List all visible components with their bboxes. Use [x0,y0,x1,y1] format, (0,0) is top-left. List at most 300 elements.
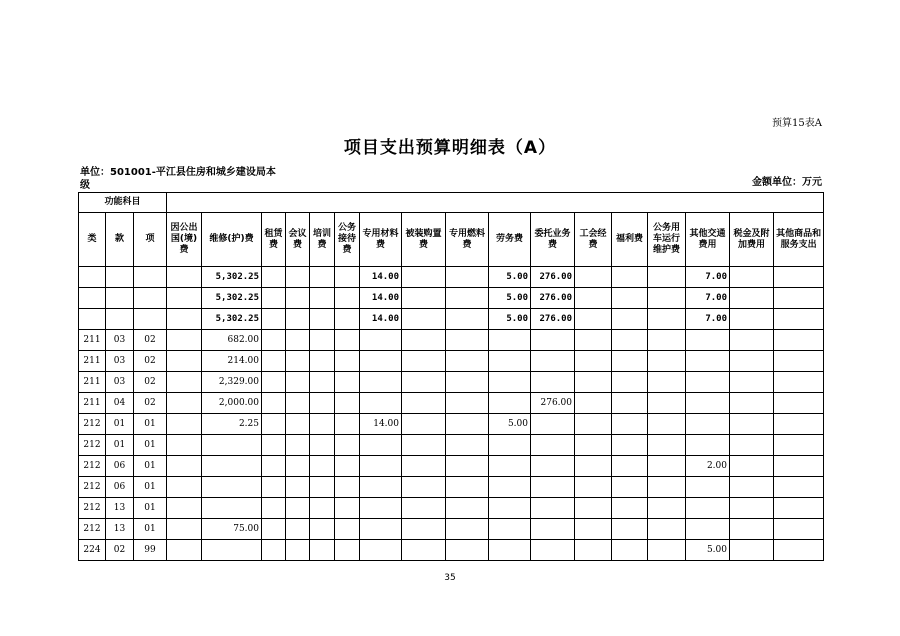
amount-cell [612,498,648,519]
amount-cell [774,540,824,561]
amount-cell [402,498,446,519]
code-cell: 03 [106,330,134,351]
amount-cell [531,330,575,351]
table-row [79,267,824,288]
table-row [79,330,824,351]
code-cell: 02 [134,351,167,372]
amount-cell [310,309,335,330]
amount-cell [335,393,360,414]
amount-cell [446,456,489,477]
amount-cell [531,519,575,540]
amount-cell [774,414,824,435]
amount-cell [360,519,402,540]
column-header: 款 [106,213,134,267]
amount-cell: 2.25 [202,414,262,435]
amount-cell [612,393,648,414]
column-header: 专用材料费 [360,213,402,267]
code-cell: 01 [134,414,167,435]
amount-cell [262,372,286,393]
amount-cell [167,393,202,414]
code-cell: 01 [134,498,167,519]
amount-cell [730,456,774,477]
amount-cell [310,477,335,498]
amount-cell [612,351,648,372]
column-header: 因公出国(境)费 [167,213,202,267]
amount-cell [402,519,446,540]
amount-cell [286,456,310,477]
code-cell: 03 [106,351,134,372]
amount-cell [730,309,774,330]
amount-cell [446,372,489,393]
amount-cell [262,456,286,477]
column-header: 税金及附加费用 [730,213,774,267]
amount-cell [612,288,648,309]
code-cell [134,309,167,330]
column-header: 会议费 [286,213,310,267]
amount-cell [310,330,335,351]
amount-cell [262,498,286,519]
amount-cell: 75.00 [202,519,262,540]
amount-cell [310,435,335,456]
amount-cell [489,330,531,351]
amount-cell [686,435,730,456]
amount-cell: 276.00 [531,288,575,309]
code-cell: 06 [106,477,134,498]
amount-cell [531,477,575,498]
amount-cell [575,498,612,519]
amount-cell: 2.00 [686,456,730,477]
code-cell: 211 [79,351,106,372]
amount-cell [446,498,489,519]
amount-cell [612,414,648,435]
page-title: 项目支出预算明细表（A） [343,138,557,158]
amount-cell [335,519,360,540]
amount-cell [648,372,686,393]
amount-cell [402,372,446,393]
amount-cell [310,414,335,435]
amount-cell [310,267,335,288]
code-cell: 211 [79,330,106,351]
amount-cell [335,372,360,393]
amount-cell [286,477,310,498]
amount-cell [575,477,612,498]
amount-cell: 7.00 [686,288,730,309]
amount-cell: 14.00 [360,267,402,288]
amount-cell [360,435,402,456]
amount-cell [446,267,489,288]
amount-cell [402,456,446,477]
amount-cell [167,414,202,435]
column-header: 公务用车运行维护费 [648,213,686,267]
amount-cell [575,351,612,372]
amount-cell [335,414,360,435]
amount-cell [286,330,310,351]
amount-cell [730,435,774,456]
amount-cell [167,519,202,540]
amount-cell [286,435,310,456]
amount-cell [648,435,686,456]
column-header: 劳务费 [489,213,531,267]
amount-cell [167,477,202,498]
amount-cell [489,393,531,414]
amount-cell [730,351,774,372]
amount-cell [648,477,686,498]
amount-cell [360,393,402,414]
column-header: 租赁费 [262,213,286,267]
amount-cell [774,477,824,498]
amount-cell: 5.00 [489,309,531,330]
amount-cell [310,351,335,372]
amount-cell [286,414,310,435]
code-cell [79,288,106,309]
code-cell [134,288,167,309]
amount-cell [446,288,489,309]
amount-cell [167,498,202,519]
amount-cell [489,351,531,372]
table-row [79,372,824,393]
code-cell: 04 [106,393,134,414]
amount-cell [167,540,202,561]
code-cell: 01 [106,435,134,456]
amount-cell [402,393,446,414]
amount-cell [402,435,446,456]
amount-cell [774,435,824,456]
table-row [79,393,824,414]
amount-cell [167,372,202,393]
table-row [79,351,824,372]
amount-cell [286,498,310,519]
amount-cell [262,309,286,330]
amount-cell [262,540,286,561]
amount-cell: 276.00 [531,393,575,414]
amount-cell [167,267,202,288]
amount-cell: 14.00 [360,288,402,309]
amount-cell [167,435,202,456]
column-header: 其他交通费用 [686,213,730,267]
amount-cell [686,330,730,351]
amount-cell [446,519,489,540]
code-cell: 03 [106,372,134,393]
amount-cell [686,498,730,519]
amount-cell [489,372,531,393]
form-code: 预算15表A [772,118,822,129]
code-cell [134,267,167,288]
table-row [79,540,824,561]
amount-cell [648,267,686,288]
amount-cell [202,435,262,456]
amount-cell [489,498,531,519]
amount-cell [774,498,824,519]
table-body [79,267,824,561]
amount-cell [286,519,310,540]
amount-cell: 14.00 [360,309,402,330]
budget-table [78,192,824,561]
amount-cell [360,351,402,372]
amount-cell: 5,302.25 [202,288,262,309]
amount-cell [774,267,824,288]
amount-cell [202,498,262,519]
amount-cell [531,435,575,456]
amount-cell: 2,000.00 [202,393,262,414]
column-header: 委托业务费 [531,213,575,267]
amount-cell [335,330,360,351]
code-cell: 02 [134,330,167,351]
amount-cell [446,393,489,414]
amount-cell [612,540,648,561]
code-cell: 99 [134,540,167,561]
code-cell: 01 [134,435,167,456]
table-row [79,435,824,456]
code-cell: 02 [134,393,167,414]
code-cell [106,309,134,330]
amount-cell [489,477,531,498]
amount-cell [648,393,686,414]
amount-cell [310,519,335,540]
amount-cell: 5,302.25 [202,309,262,330]
code-cell: 02 [134,372,167,393]
amount-cell [489,540,531,561]
amount-cell [648,456,686,477]
amount-cell [310,456,335,477]
amount-cell [774,351,824,372]
amount-cell [612,330,648,351]
table-row [79,309,824,330]
amount-cell [360,498,402,519]
header-row [79,213,824,267]
code-cell: 01 [106,414,134,435]
amount-cell [202,477,262,498]
amount-cell [686,477,730,498]
amount-cell [648,519,686,540]
amount-cell [446,435,489,456]
amount-cell [531,456,575,477]
amount-cell [262,288,286,309]
code-cell: 212 [79,414,106,435]
amount-cell [648,288,686,309]
amount-cell [310,393,335,414]
amount-cell [612,309,648,330]
unit-label: 单位：501001-平江县住房和城乡建设局本级 [80,167,276,191]
amount-cell [774,393,824,414]
amount-cell: 5.00 [686,540,730,561]
amount-cell: 682.00 [202,330,262,351]
amount-cell [446,540,489,561]
amount-cell: 14.00 [360,414,402,435]
column-header: 类 [79,213,106,267]
amount-cell [402,477,446,498]
column-header: 福利费 [612,213,648,267]
amount-cell [531,351,575,372]
code-cell: 13 [106,519,134,540]
table-row [79,519,824,540]
amount-cell [335,309,360,330]
amount-cell [730,414,774,435]
column-header: 其他商品和服务支出 [774,213,824,267]
table-row [79,456,824,477]
amount-cell [730,330,774,351]
amount-cell [310,498,335,519]
function-subject-header: 功能科目 [79,193,167,213]
amount-cell: 214.00 [202,351,262,372]
amount-cell [335,435,360,456]
amount-cell [167,330,202,351]
amount-cell [310,288,335,309]
amount-cell [774,330,824,351]
amount-cell [286,540,310,561]
amount-cell [575,330,612,351]
column-header: 维修(护)费 [202,213,262,267]
amount-cell [262,477,286,498]
header-blank [167,193,824,213]
amount-cell [286,288,310,309]
amount-cell [575,456,612,477]
amount-cell [730,519,774,540]
amount-cell [335,456,360,477]
amount-cell [575,414,612,435]
amount-cell [286,372,310,393]
amount-cell: 5.00 [489,267,531,288]
table-row [79,414,824,435]
column-header: 专用燃料费 [446,213,489,267]
amount-cell [402,288,446,309]
amount-cell: 5.00 [489,288,531,309]
amount-cell [286,393,310,414]
code-cell: 01 [134,519,167,540]
amount-cell [686,351,730,372]
amount-cell: 2,329.00 [202,372,262,393]
amount-cell: 276.00 [531,309,575,330]
code-cell: 02 [106,540,134,561]
code-cell [79,267,106,288]
amount-cell [335,288,360,309]
amount-cell [774,519,824,540]
code-cell: 211 [79,372,106,393]
code-cell: 01 [134,456,167,477]
amount-cell [262,267,286,288]
amount-cell [489,519,531,540]
amount-cell [262,414,286,435]
amount-cell [335,540,360,561]
table-row [79,498,824,519]
amount-cell [262,351,286,372]
amount-cell [730,372,774,393]
amount-cell [575,267,612,288]
amount-cell [774,372,824,393]
amount-cell [489,456,531,477]
amount-cell [648,414,686,435]
amount-cell [360,456,402,477]
amount-cell [612,267,648,288]
amount-cell [360,477,402,498]
code-cell: 212 [79,477,106,498]
table-row [79,477,824,498]
amount-cell [730,267,774,288]
code-cell: 224 [79,540,106,561]
column-header: 被装购置费 [402,213,446,267]
amount-cell [575,372,612,393]
code-cell: 13 [106,498,134,519]
amount-cell [262,330,286,351]
amount-cell [446,351,489,372]
amount-cell [335,351,360,372]
amount-cell [686,519,730,540]
amount-cell [262,519,286,540]
amount-cell [774,309,824,330]
amount-cell [648,330,686,351]
amount-cell [730,477,774,498]
amount-cell [167,288,202,309]
amount-cell [575,288,612,309]
amount-cell [612,519,648,540]
amount-cell [612,456,648,477]
page-number: 35 [444,573,456,583]
amount-cell [489,435,531,456]
code-cell: 212 [79,435,106,456]
amount-cell [612,477,648,498]
code-cell [106,288,134,309]
amount-cell [730,540,774,561]
amount-cell [446,477,489,498]
amount-cell [310,540,335,561]
amount-cell [402,540,446,561]
amount-cell [402,267,446,288]
amount-cell: 5.00 [489,414,531,435]
code-cell [106,267,134,288]
amount-cell [648,540,686,561]
amount-cell [402,351,446,372]
amount-cell [730,498,774,519]
amount-cell [262,435,286,456]
amount-cell [286,351,310,372]
amount-cell [774,288,824,309]
amount-cell [446,414,489,435]
amount-cell [402,330,446,351]
amount-cell [648,498,686,519]
amount-cell [575,435,612,456]
amount-cell [286,309,310,330]
column-header: 培训费 [310,213,335,267]
amount-unit-label: 金额单位：万元 [752,177,822,188]
amount-cell [531,498,575,519]
amount-cell [575,309,612,330]
code-cell: 212 [79,498,106,519]
amount-cell [167,456,202,477]
amount-cell [446,309,489,330]
amount-cell [612,372,648,393]
amount-cell [402,309,446,330]
amount-cell [335,498,360,519]
amount-cell [446,330,489,351]
amount-cell [531,540,575,561]
amount-cell [774,456,824,477]
amount-cell [686,372,730,393]
column-header: 工会经费 [575,213,612,267]
code-cell: 211 [79,393,106,414]
amount-cell [335,267,360,288]
amount-cell [612,435,648,456]
amount-cell [531,372,575,393]
amount-cell [402,414,446,435]
amount-cell [575,393,612,414]
amount-cell [202,540,262,561]
amount-cell [167,351,202,372]
amount-cell [730,393,774,414]
column-header: 公务接待费 [335,213,360,267]
amount-cell [686,414,730,435]
amount-cell: 7.00 [686,267,730,288]
amount-cell [575,519,612,540]
amount-cell: 276.00 [531,267,575,288]
